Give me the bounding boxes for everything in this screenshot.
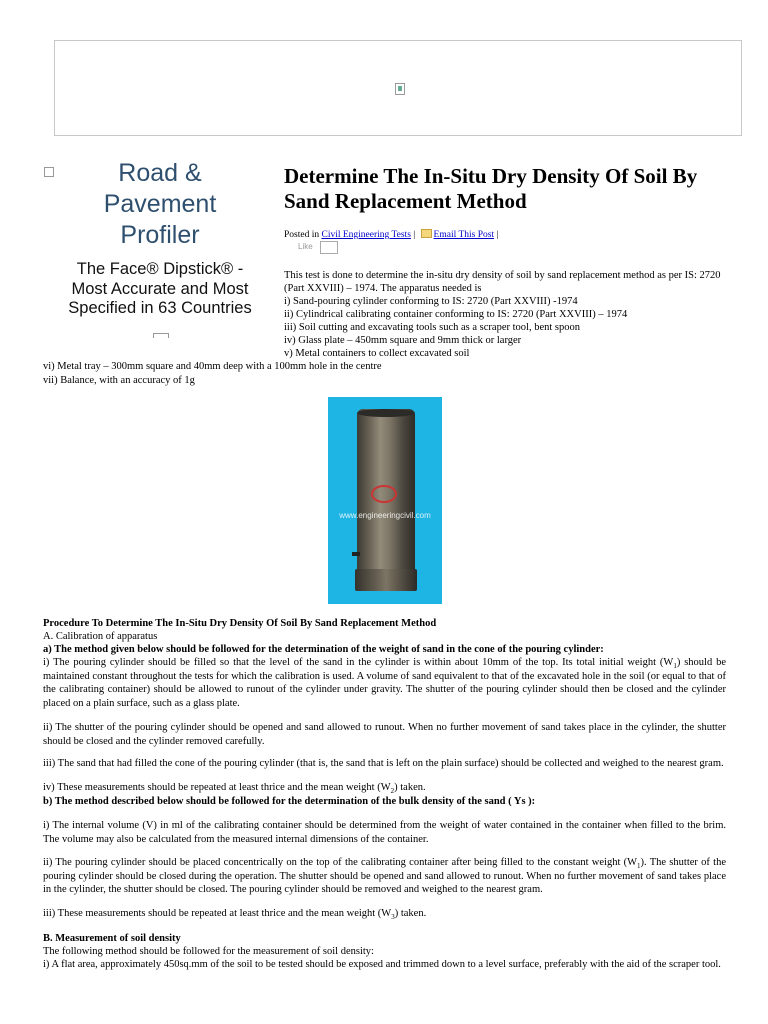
top-banner-ad[interactable] — [54, 40, 742, 136]
method-a-heading: a) The method given below should be followed for the determination of the weight of sand in the cone of the pouring cylinder: — [43, 644, 604, 655]
ad-arrow-icon[interactable] — [153, 333, 169, 338]
cylinder-rim — [357, 409, 415, 417]
article-title: Determine The In-Situ Dry Density Of Soil By Sand Replacement Method — [284, 164, 698, 213]
apparatus-item: iv) Glass plate – 450mm square and 9mm thick or larger — [284, 335, 522, 346]
post-meta — [284, 229, 498, 241]
cylinder-base — [355, 569, 417, 591]
apparatus-item: ii) Cylindrical calibrating container conforming to IS: 2720 (Part XXVIII) – 1974 — [284, 309, 628, 320]
method-b-step-1: i) The internal volume (V) in ml of the calibrating container should be determined from the weight of water contained in the container when filled to the brim. The volume may also be calculated from the measured internal dimensions of the container. — [43, 820, 726, 845]
apparatus-item: vii) Balance, with an accuracy of 1g — [43, 375, 195, 386]
apparatus-item: i) Sand-pouring cylinder conforming to IS: 2720 (Part XXVIII) -1974 — [284, 296, 578, 307]
procedure-heading: Procedure To Determine The In-Situ Dry Density Of Soil By Sand Replacement Method — [43, 618, 437, 629]
manufacturer-logo — [371, 485, 397, 503]
image-watermark: www.engineeringcivil.com — [339, 511, 431, 520]
email-post-link[interactable]: Email This Post — [433, 230, 495, 240]
apparatus-item: vi) Metal tray – 300mm square and 40mm deep with a 100mm hole in the centre — [43, 361, 382, 372]
method-b-heading: b) The method described below should be followed for the determination of the bulk density of the sand ( Ys ): — [43, 796, 536, 807]
measurement-intro: The following method should be followed for the measurement of soil density: — [43, 946, 374, 957]
email-icon[interactable] — [421, 229, 432, 238]
meta-separator: | — [496, 230, 499, 240]
method-a-step-3: iii) The sand that had filled the cone of the pouring cylinder (that is, the sand that is left on the plain surface) should be collected and weighed to the nearest gram. — [43, 758, 724, 769]
method-b-step-2: ii) The pouring cylinder should be placed concentrically on the top of the calibrating container after being filled to the constant weight $(W_1)$. The shutter of the pouring cylinder should be closed during the operation. The shutter should be opened and sand allowed to runout. When no further movement of sand takes place in the cylinder, the shutter should be closed. The pouring cylinder should be removed and weighed to the nearest gram. — [43, 857, 726, 896]
method-a-step-1: i) The pouring cylinder should be filled so that the level of the sand in the cylinder is within about 10mm of the top. Its total initial weight $(W_1)$ should be maintained constant throughout the tests for which the calibration is used. A volume of sand equivalent to that of the excavated hole in the soil (or equal to that of the calibrating container) should be allowed to runout of the cylinder under gravity. The shutter of the pouring cylinder should then be closed and the cylinder placed on a plain surface, such as a glass plate. — [43, 657, 726, 710]
ad-choices-icon[interactable] — [44, 167, 54, 177]
measurement-step-1: i) A flat area, approximately 450sq.mm of the soil to be tested should be exposed and trimmed down to a level surface, preferably with the aid of the scraper tool. — [43, 959, 721, 970]
intro-line: This test is done to determine the in-situ dry density of soil by sand replacement method as per IS: 2720 — [284, 270, 721, 281]
ad-text[interactable]: The Face® Dipstick® - Most Accurate and Most Specified in 63 Countries — [68, 260, 252, 317]
intro-line: (Part XXVIII) – 1974. The apparatus needed is — [284, 283, 482, 294]
method-a-step-4: iv) These measurements should be repeated at least thrice and the mean weight $(W_2)$ taken. — [43, 782, 426, 796]
apparatus-item: iii) Soil cutting and excavating tools such as a scraper tool, bent spoon — [284, 322, 580, 333]
sand-pouring-cylinder-image — [328, 397, 442, 604]
meta-separator: | — [413, 230, 416, 240]
method-a-step-2: ii) The shutter of the pouring cylinder should be opened and sand allowed to runout. When no further movement of sand takes place in the cylinder, the shutter should be closed and the cylinder removed carefully. — [43, 722, 726, 747]
shutter-handle — [352, 552, 360, 556]
category-link[interactable]: Civil Engineering Tests — [321, 230, 411, 240]
posted-in-label: Posted in — [284, 230, 320, 240]
like-button[interactable]: Like — [298, 242, 313, 251]
calibration-heading: A. Calibration of apparatus — [43, 631, 158, 642]
apparatus-item: v) Metal containers to collect excavated soil — [284, 348, 470, 359]
method-b-step-3: iii) These measurements should be repeated at least thrice and the mean weight $(W_3)$ taken. — [43, 908, 427, 922]
like-count-box — [320, 241, 338, 254]
ad-title[interactable]: Road & Pavement Profiler — [103, 159, 217, 249]
measurement-heading: B. Measurement of soil density — [43, 933, 181, 944]
broken-image-icon — [395, 83, 405, 95]
